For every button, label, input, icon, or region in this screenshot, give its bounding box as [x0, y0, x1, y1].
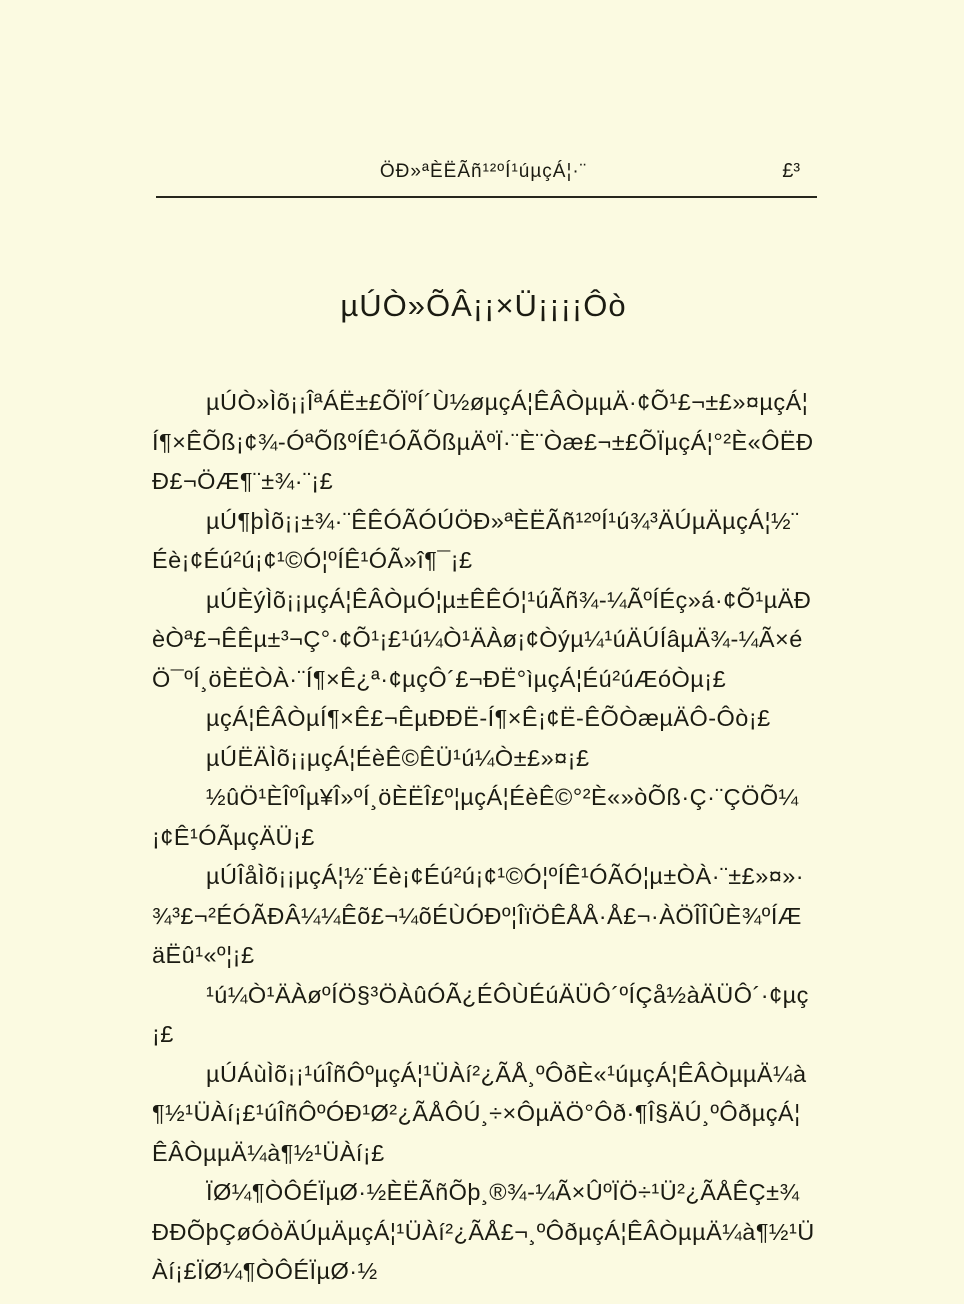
body-text — [152, 383, 815, 1292]
body-paragraph: µÚ¶þÌõ¡¡±¾·¨ÊÊÓÃÓÚÖÐ»ªÈËÃñ¹²ºÍ¹ú¾³ÄÚµÄµçÁ¦½¨Éè¡¢Éú²ú¡¢¹©Ó¦ºÍÊ¹ÓÃ»î¶¯¡£ — [152, 507, 800, 573]
body-paragraph: ½ûÖ¹ÈÎºÎµ¥Î»ºÍ¸öÈËÎ£º¦µçÁ¦ÉèÊ©°²È«»òÕß·Ç·¨ÇÖÕ¼¡¢Ê¹ÓÃµçÄÜ¡£ — [152, 784, 799, 850]
running-header-title: ÖÐ»ªÈËÃñ¹²ºÍ¹úµçÁ¦·¨ — [379, 161, 588, 182]
body-paragraph: µÚÈýÌõ¡¡µçÁ¦ÊÂÒµÓ¦µ±ÊÊÓ¦¹úÃñ¾-¼ÃºÍÉç»á·¢Õ¹µÄÐèÒª£¬ÊÊµ±³¬Ç°·¢Õ¹¡£¹ú¼Ò¹ÄÀø¡¢Òýµ¼¹úÄÚÍâµÄ¾-¼Ã×éÖ¯ºÍ¸öÈËÒÀ·¨Í¶×Ê¿ª·¢µçÔ´£¬ÐË°ìµçÁ¦Éú²úÆóÒµ¡£ — [152, 586, 812, 692]
body-paragraph: µÚÒ»Ìõ¡¡ÎªÁË±£ÕÏºÍ´Ù½øµçÁ¦ÊÂÒµµÄ·¢Õ¹£¬±£»¤µçÁ¦Í¶×ÊÕß¡¢¾-ÓªÕßºÍÊ¹ÓÃÕßµÄºÏ·¨È¨Òæ£¬±£ÕÏµçÁ¦°²È«ÔËÐÐ£¬ÖÆ¶¨±¾·¨¡£ — [152, 389, 814, 494]
body-paragraph: µÚËÄÌõ¡¡µçÁ¦ÉèÊ©ÊÜ¹ú¼Ò±£»¤¡£ — [206, 744, 590, 771]
page-number: £³ — [782, 160, 800, 182]
chapter-title: µÚÒ»ÕÂ¡¡×Ü¡¡¡¡Ôò — [340, 288, 627, 323]
body-paragraph: µÚÎåÌõ¡¡µçÁ¦½¨Éè¡¢Éú²ú¡¢¹©Ó¦ºÍÊ¹ÓÃÓ¦µ±ÒÀ·¨±£»¤»·¾³£¬²ÉÓÃÐÂ¼¼Êõ£¬¼õÉÙÓÐº¦ÎïÖÊÅÅ·Å£¬·ÀÖÎÎÛÈ¾ºÍÆäËû¹«º¦¡£ — [152, 863, 805, 968]
body-paragraph: µÚÁùÌõ¡¡¹úÎñÔºµçÁ¦¹ÜÀí²¿ÃÅ¸ºÔðÈ«¹úµçÁ¦ÊÂÒµµÄ¼à¶½¹ÜÀí¡£¹úÎñÔºÓÐ¹Ø²¿ÃÅÔÚ¸÷×ÔµÄÖ°Ôð·¶Î§ÄÚ¸ºÔðµçÁ¦ÊÂÒµµÄ¼à¶½¹ÜÀí¡£ — [152, 1060, 807, 1166]
body-paragraph: ÏØ¼¶ÒÔÉÏµØ·½ÈËÃñÕþ¸®¾-¼Ã×ÛºÏÖ÷¹Ü²¿ÃÅÊÇ±¾ÐÐÕþÇøÓòÄÚµÄµçÁ¦¹ÜÀí²¿ÃÅ£¬¸ºÔðµçÁ¦ÊÂÒµµÄ¼à¶½¹ÜÀí¡£ÏØ¼¶ÒÔÉÏµØ·½ — [152, 1179, 815, 1284]
body-paragraph: µçÁ¦ÊÂÒµÍ¶×Ê£¬ÊµÐÐË-Í¶×Ê¡¢Ë-ÊÕÒæµÄÔ-Ôò¡£ — [206, 705, 771, 731]
body-paragraph: ¹ú¼Ò¹ÄÀøºÍÖ§³ÖÀûÓÃ¿ÉÔÙÉúÄÜÔ´ºÍÇå½àÄÜÔ´·¢µç¡£ — [152, 981, 809, 1047]
header-rule — [156, 196, 817, 198]
